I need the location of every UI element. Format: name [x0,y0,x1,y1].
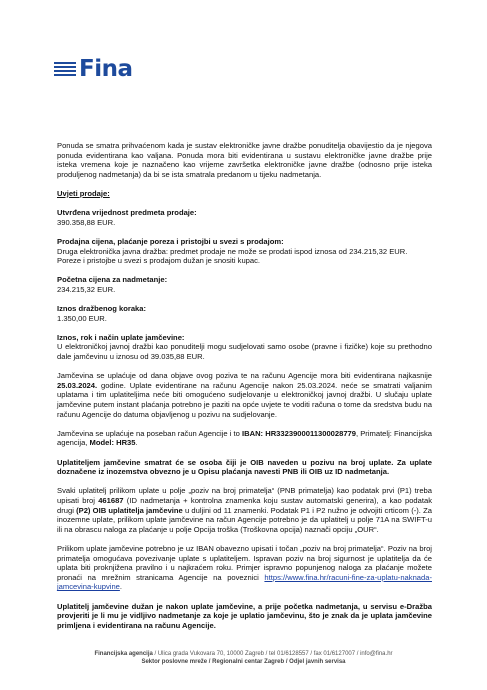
fina-logo [54,58,133,80]
footer-line2: Sektor poslovne mreže / Regionalni centar Zagreb / Odjel javnih servisa [141,659,346,665]
payment-deadline-paragraph: Jamčevina se uplaćuje od dana objave ovog poziva te na računu Agencije mora biti evidentirana najkasnije 25.03.2024. godine. Uplate evidentirane na računu Agencije nakon 25.03.2024. neće se smatrati valjanim uplatama i tim uplatiteljima neće biti omogućeno sudjelovanje u elektroničkoj javnoj dražbi. U slučaju uplate jamčevine putem instant plaćanja potrebno je paziti na opće uvjete te voditi računa o tome da sredstva budu na računu Agencije do datuma objavljenog u pozivu na sudjelovanje. [57,371,432,419]
final-notice: Uplatitelj jamčevine dužan je nakon uplate jamčevine, a prije početka nadmetanja, u servisu e-Dražba provjeriti je li mu je vidljivo nadmetanje za koje je uplatio jamčevinu, što je znak da je uplata jamčevine primljena i evidentirana na računu Agencije. [57,601,432,630]
reference-paragraph: Svaki uplatitelj prilikom uplate u polje „poziv na broj primatelja“ (PNB primatelja) kao podatak prvi (P1) treba upisati broj 461687 (ID nadmetanja + kontrolna znamenka koju sustav automatski generira), a kao podatak drugi (P2) OIB uplatitelja jamčevine u duljini od 11 znamenki. Podatak P1 i P2 nužno je odvojiti crticom (-). Za inozemne uplate, prilikom uplate jamčevine na račun Agencije potrebno je da uplatitelj u polje 71A na SWIFT-u ili na obrascu naloga za plaćanje u polje Opcija troška (Troškovna opcija) naznači opciju „OUR“. [57,486,433,534]
payer-notice: Uplatiteljem jamčevine smatrat će se osoba čiji je OIB naveden u pozivu na broj uplate. Za uplate doznačene iz inozemstva obvezno je u Opisu plaćanja navesti PNB ili OIB uz ID nadmetanja. [57,457,432,477]
sale-price-line1: Druga elektronička javna dražba: predmet prodaje ne može se prodati ispod iznosa od 234.215,32 EUR. [57,246,408,256]
page-footer [0,650,487,666]
deposit-label: Iznos, rok i način uplate jamčevine: [57,332,185,342]
iban-value: IBAN: HR3323900011300028779 [242,428,357,438]
payment-example-link[interactable]: https://www.fina.hr/racuni-fine-za-uplatu-naknada-jamcevina-kupvine [57,572,432,592]
p2-oib: (P2) OIB uplatitelja jamčevine [76,505,183,515]
logo-text: Fina [79,56,133,82]
increment-value: 1.350,00 EUR. [57,313,107,323]
document-body [57,141,432,630]
sale-price-line2: Poreze i pristojbe u svezi s prodajom dužan je snositi kupac. [57,256,261,266]
footer-org: Financijska agencija [94,651,153,657]
model-value: Model: HR35 [89,438,136,448]
increment-label: Iznos dražbenog koraka: [57,304,147,314]
account-paragraph: Jamčevina se uplaćuje na poseban račun Agencije i to IBAN: HR3323900011300028779, Primatelj: Financijska agencija, Model: HR35. [57,428,432,448]
logo-stripes-icon [54,62,76,76]
valuation-label: Utvrđena vrijednost predmeta prodaje: [57,208,197,218]
intro-paragraph: Ponuda se smatra prihvaćenom kada je sustav elektroničke javne dražbe ponuditelja obavijestio da je njegova ponuda evidentirana kao valjana. Ponuda mora biti evidentirana u sustavu elektroničke javne dražbe prije isteka vremena koje je naznačeno kao vrijeme završetka elektroničke javne dražbe (odnosno prije isteka produljenog nadmetanja) da bi se ista smatrala predanom u tijeku nadmetanja. [57,141,432,179]
auction-id: 461687 [98,495,124,505]
sale-price-label: Prodajna cijena, plaćanje poreza i pristojbi u svezi s prodajom: [57,236,284,246]
iban-note-paragraph: Prilikom uplate jamčevine potrebno je uz IBAN obavezno upisati i točan „poziv na broj primatelja“. Poziv na broj primatelja omogućava povezivanje uplate s uplatiteljem. Ispravan poziv na broj sigurnost je uplatitelja da će uplata biti proknjižena pravilno i u najkraćem roku. Primjer ispravno popunjenog naloga za plaćanje možete pronaći na mrežnim stranicama Agencije na poveznici https://www.fina.hr/racuni-fine-za-uplatu-naknada-jamcevina-kupvine. [57,543,432,592]
starting-price-value: 234.215,32 EUR. [57,284,116,294]
footer-address: / Ulica grada Vukovara 70, 10000 Zagreb / tel 01/6128557 / fax 01/6127007 / info@fina.hr [152,651,393,657]
valuation-value: 390.358,88 EUR. [57,217,116,227]
deposit-text: U elektroničkoj javnoj dražbi kao ponuditelji mogu sudjelovati samo osobe (pravne i fizičke) koje su prethodno dale jamčevinu u iznosu od 39.035,88 EUR. [57,342,432,362]
footer-line1 [0,650,487,658]
starting-price-label: Početna cijena za nadmetanje: [57,275,168,285]
conditions-heading: Uvjeti prodaje: [57,188,110,198]
deadline-date: 25.03.2024. [57,380,98,390]
